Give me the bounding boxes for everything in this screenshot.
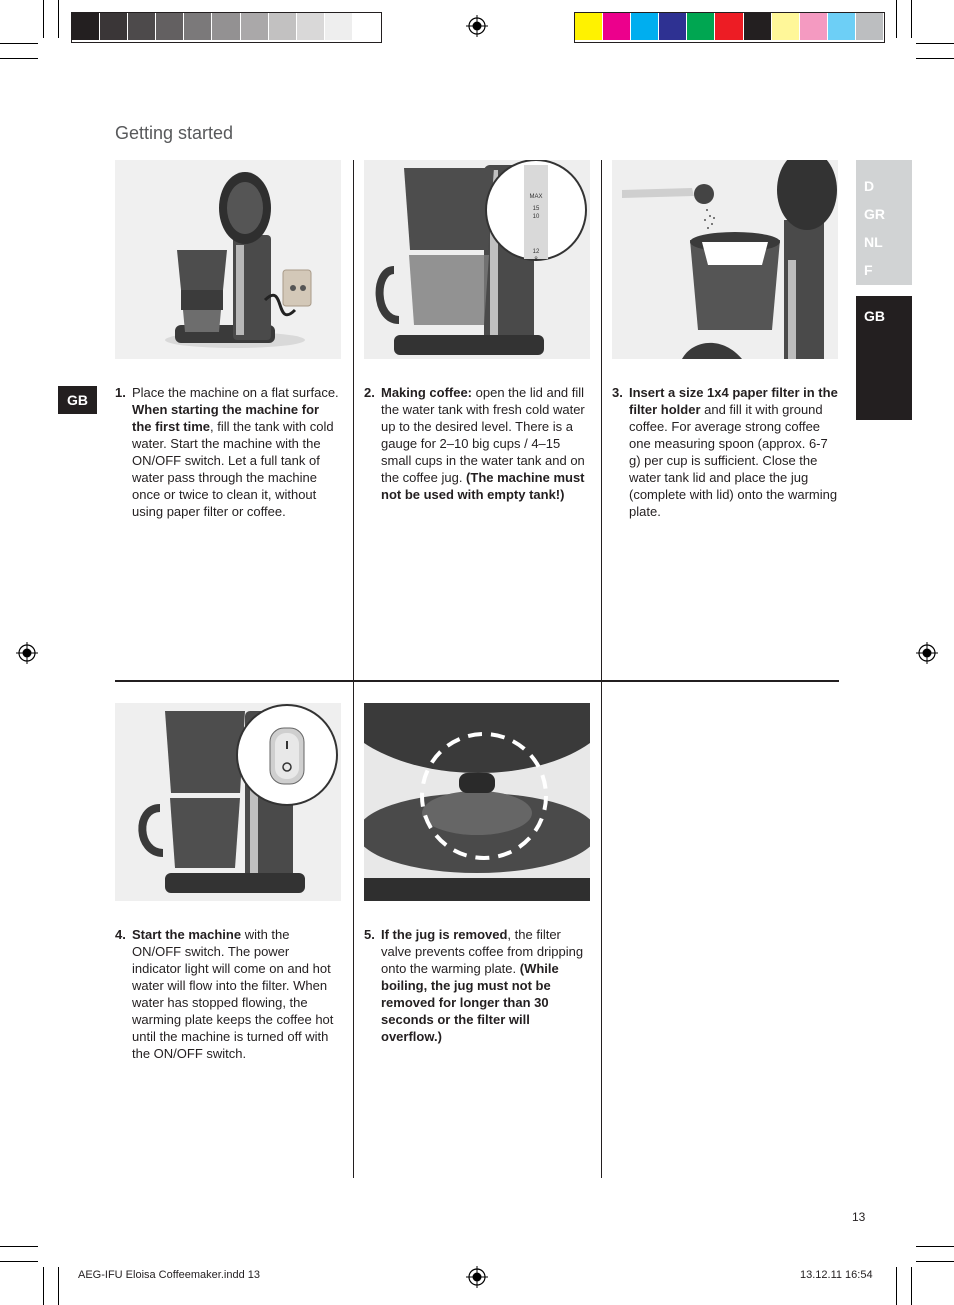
step-text-run: Start the machine <box>132 927 242 942</box>
gray-swatch <box>100 13 127 40</box>
footer-date: 13.12.11 16:54 <box>800 1269 873 1281</box>
page-number: 13 <box>852 1210 866 1224</box>
column-divider <box>353 160 354 1178</box>
gray-swatch <box>212 13 239 40</box>
gray-swatch <box>297 13 324 40</box>
color-swatch <box>715 13 742 40</box>
step-5-number: 5. <box>364 927 375 942</box>
step-text-run: , fill the tank with cold water. Start the machine with the ON/OFF switch. Let a full tank of water pass through the machine once or twice to clean it, without using paper filter or coffee. <box>132 419 334 519</box>
paper-filter-illustration <box>612 160 838 359</box>
registration-mark-icon <box>466 1266 488 1288</box>
gauge-top2-label: 10 <box>532 214 540 220</box>
gauge-max-label: MAX <box>529 194 543 200</box>
language-tab-d[interactable]: D <box>864 178 875 194</box>
step-text-run: (The machine must not be used with empty tank!) <box>381 470 585 502</box>
gray-swatch <box>269 13 296 40</box>
gray-swatch <box>325 13 352 40</box>
step-text-run: , the filter valve prevents coffee from dripping onto the warming plate. <box>381 927 584 976</box>
step-4-text <box>132 926 338 1062</box>
step-3-text <box>629 384 841 520</box>
gray-swatch <box>156 13 183 40</box>
color-swatch <box>856 13 883 40</box>
color-swatch <box>772 13 799 40</box>
step-1-image <box>115 160 341 359</box>
color-swatch <box>687 13 714 40</box>
gauge-bottom2-label: 8 <box>534 257 538 263</box>
color-bar <box>574 12 885 43</box>
language-tab-gb-label: GB <box>864 308 885 324</box>
gauge-bottom-label: 12 <box>532 249 540 255</box>
page-title: Getting started <box>115 123 234 143</box>
step-3-number: 3. <box>612 385 623 400</box>
language-tab-group <box>856 160 912 285</box>
gray-swatch <box>128 13 155 40</box>
language-tab-nl[interactable]: NL <box>864 234 883 250</box>
color-swatch <box>631 13 658 40</box>
step-2-text <box>381 384 591 503</box>
footer-filename: AEG-IFU Eloisa Coffeemaker.indd 13 <box>78 1269 260 1281</box>
step-text-run: When starting the machine for the first time <box>132 402 320 434</box>
step-text-run: and fill it with ground coffee. For average strong coffee one measuring spoon (approx. 6-7 g) per cup is sufficient. Close the water tank lid and place the jug (complete with lid) onto the warming plate. <box>629 402 838 519</box>
gb-badge: GB <box>58 386 97 414</box>
step-text-run: with the ON/OFF switch. The power indicator light will come on and hot water will flow into the filter. When water has stopped flowing, the warming plate keeps the coffee hot until the machine is turned off with the ON/OFF switch. <box>132 927 334 1061</box>
registration-mark-icon <box>916 642 938 664</box>
color-swatch <box>828 13 855 40</box>
step-1-number: 1. <box>115 385 126 400</box>
gray-color-bar <box>71 12 382 43</box>
step-5-image <box>364 703 590 901</box>
color-swatch <box>659 13 686 40</box>
step-text-run: Insert a size 1x4 paper filter in the filter holder <box>629 385 838 417</box>
filter-valve-illustration <box>364 703 590 901</box>
step-2-image <box>364 160 590 359</box>
step-text-run: Making coffee: <box>381 385 473 400</box>
step-3-image <box>612 160 838 359</box>
registration-mark-icon <box>466 15 488 37</box>
step-4-number: 4. <box>115 927 126 942</box>
step-text-run: open the lid and fill the water tank with fresh cold water up to the desired level. There is a gauge for 2–10 big cups / 4–15 small cups in the water tank and on the coffee jug. <box>381 385 585 485</box>
step-1-text <box>132 384 342 520</box>
column-divider <box>601 160 602 1178</box>
step-text-run: If the jug is removed <box>381 927 508 942</box>
on-off-switch-illustration <box>115 703 341 901</box>
step-2-number: 2. <box>364 385 375 400</box>
gray-swatch <box>72 13 99 40</box>
color-swatch <box>603 13 630 40</box>
gray-swatch <box>241 13 268 40</box>
color-swatch <box>800 13 827 40</box>
step-5-text <box>381 926 591 1045</box>
step-text-run: (While boiling, the jug must not be removed for longer than 30 seconds or the filter will overflow.) <box>381 961 559 1044</box>
row-divider <box>115 680 839 682</box>
language-tab-gr[interactable]: GR <box>864 206 885 222</box>
step-text-run: Place the machine on a flat surface. <box>132 385 339 400</box>
gray-swatch <box>353 13 380 40</box>
language-tab-gb-active[interactable] <box>856 296 912 420</box>
step-4-image <box>115 703 341 901</box>
gauge-top-label: 15 <box>532 206 540 212</box>
color-swatch <box>575 13 602 40</box>
color-swatch <box>744 13 771 40</box>
language-tab-f[interactable]: F <box>864 262 873 278</box>
registration-mark-icon <box>16 642 38 664</box>
coffee-machine-plug-illustration <box>115 160 341 359</box>
gray-swatch <box>184 13 211 40</box>
water-level-illustration <box>364 160 590 359</box>
